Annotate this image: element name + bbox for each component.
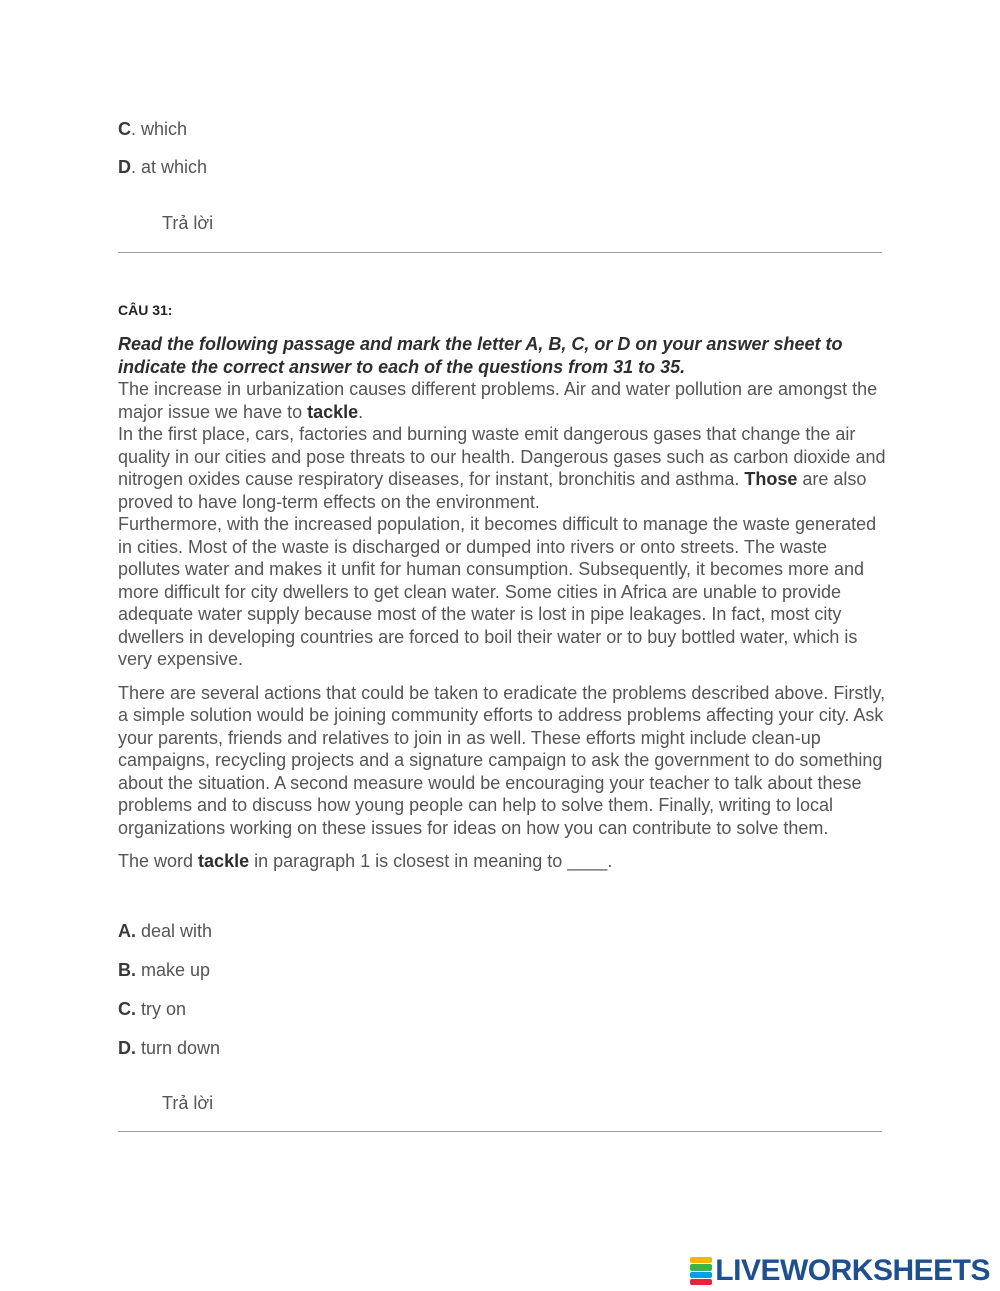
option-d[interactable] bbox=[118, 1037, 220, 1059]
option-c[interactable] bbox=[118, 998, 186, 1020]
keyword-tackle: tackle bbox=[198, 851, 250, 871]
answer-button[interactable]: Trả lời bbox=[162, 1093, 214, 1113]
logo-icon bbox=[690, 1257, 712, 1285]
paragraph-1: The increase in urbanization causes different problems. Air and water pollution are amongst the major issue we have to tackle. bbox=[118, 379, 878, 422]
option-c-prev[interactable] bbox=[118, 118, 187, 140]
logo-block bbox=[690, 1257, 712, 1263]
option-letter: A. bbox=[118, 921, 136, 941]
paragraph-3: Furthermore, with the increased population, it becomes difficult to manage the waste generated in cities. Most of the waste is discharged or dumped into rivers or onto streets. The waste pollutes water and makes it unfit for human consumption. Subsequently, it becomes more and more difficult for city dwellers to get clean water. Some cities in Africa are unable to provide adequate water supply because most of the water is lost in pipe leakages. In fact, most city dwellers in developing countries are forced to boil their water or to buy bottled water, which is very expensive. bbox=[118, 514, 877, 669]
question-stem: The word tackle in paragraph 1 is closest in meaning to ____. bbox=[118, 851, 613, 871]
keyword-those: Those bbox=[744, 469, 798, 489]
paragraph-4: There are several actions that could be taken to eradicate the problems described above. Firstly, a simple solution would be joining community efforts to address problems affecting your city. Ask your parents, friends and relatives to join in as well. These efforts might include clean-up campaigns, recycling projects and a signature campaign to ask the government to do something about the situation. A second measure would be encouraging your teacher to talk about these problems and to discuss how young people can help to solve them. Finally, writing to local organizations working on these issues for ideas on how you can contribute to solve them. bbox=[118, 682, 886, 838]
instruction: Read the following passage and mark the letter A, B, C, or D on your answer sheet to indicate the correct answer to each of the questions from 31 to 35. bbox=[118, 334, 843, 377]
option-text: . which bbox=[131, 119, 188, 139]
liveworksheets-logo bbox=[690, 1255, 990, 1287]
divider bbox=[118, 1131, 882, 1132]
divider bbox=[118, 252, 882, 253]
option-text: turn down bbox=[136, 1038, 221, 1058]
logo-block bbox=[690, 1279, 712, 1285]
option-b[interactable] bbox=[118, 959, 210, 981]
answer-button-prev[interactable]: Trả lời bbox=[162, 213, 214, 233]
logo-block bbox=[690, 1264, 712, 1270]
option-letter: C. bbox=[118, 999, 136, 1019]
option-letter: D. bbox=[118, 1038, 136, 1058]
option-letter: C bbox=[118, 119, 131, 139]
option-text: deal with bbox=[136, 921, 213, 941]
logo-text: LIVEWORKSHEETS bbox=[715, 1254, 990, 1287]
option-text: try on bbox=[136, 999, 187, 1019]
logo-block bbox=[690, 1272, 712, 1278]
option-letter: D bbox=[118, 157, 131, 177]
paragraph-2: In the first place, cars, factories and burning waste emit dangerous gases that change the air quality in our cities and pose threats to our health. Dangerous gases such as carbon dioxide and nitrogen oxides cause respiratory diseases, for instant, bronchitis and asthma. Those are also proved to have long-term effects on the environment. bbox=[118, 424, 886, 512]
option-text: . at which bbox=[131, 157, 208, 177]
option-d-prev[interactable] bbox=[118, 156, 207, 178]
question-heading: CÂU 31: bbox=[118, 302, 173, 318]
option-text: make up bbox=[136, 960, 211, 980]
keyword-tackle: tackle bbox=[307, 401, 359, 422]
option-a[interactable] bbox=[118, 920, 212, 942]
option-letter: B. bbox=[118, 960, 136, 980]
passage bbox=[118, 333, 888, 873]
